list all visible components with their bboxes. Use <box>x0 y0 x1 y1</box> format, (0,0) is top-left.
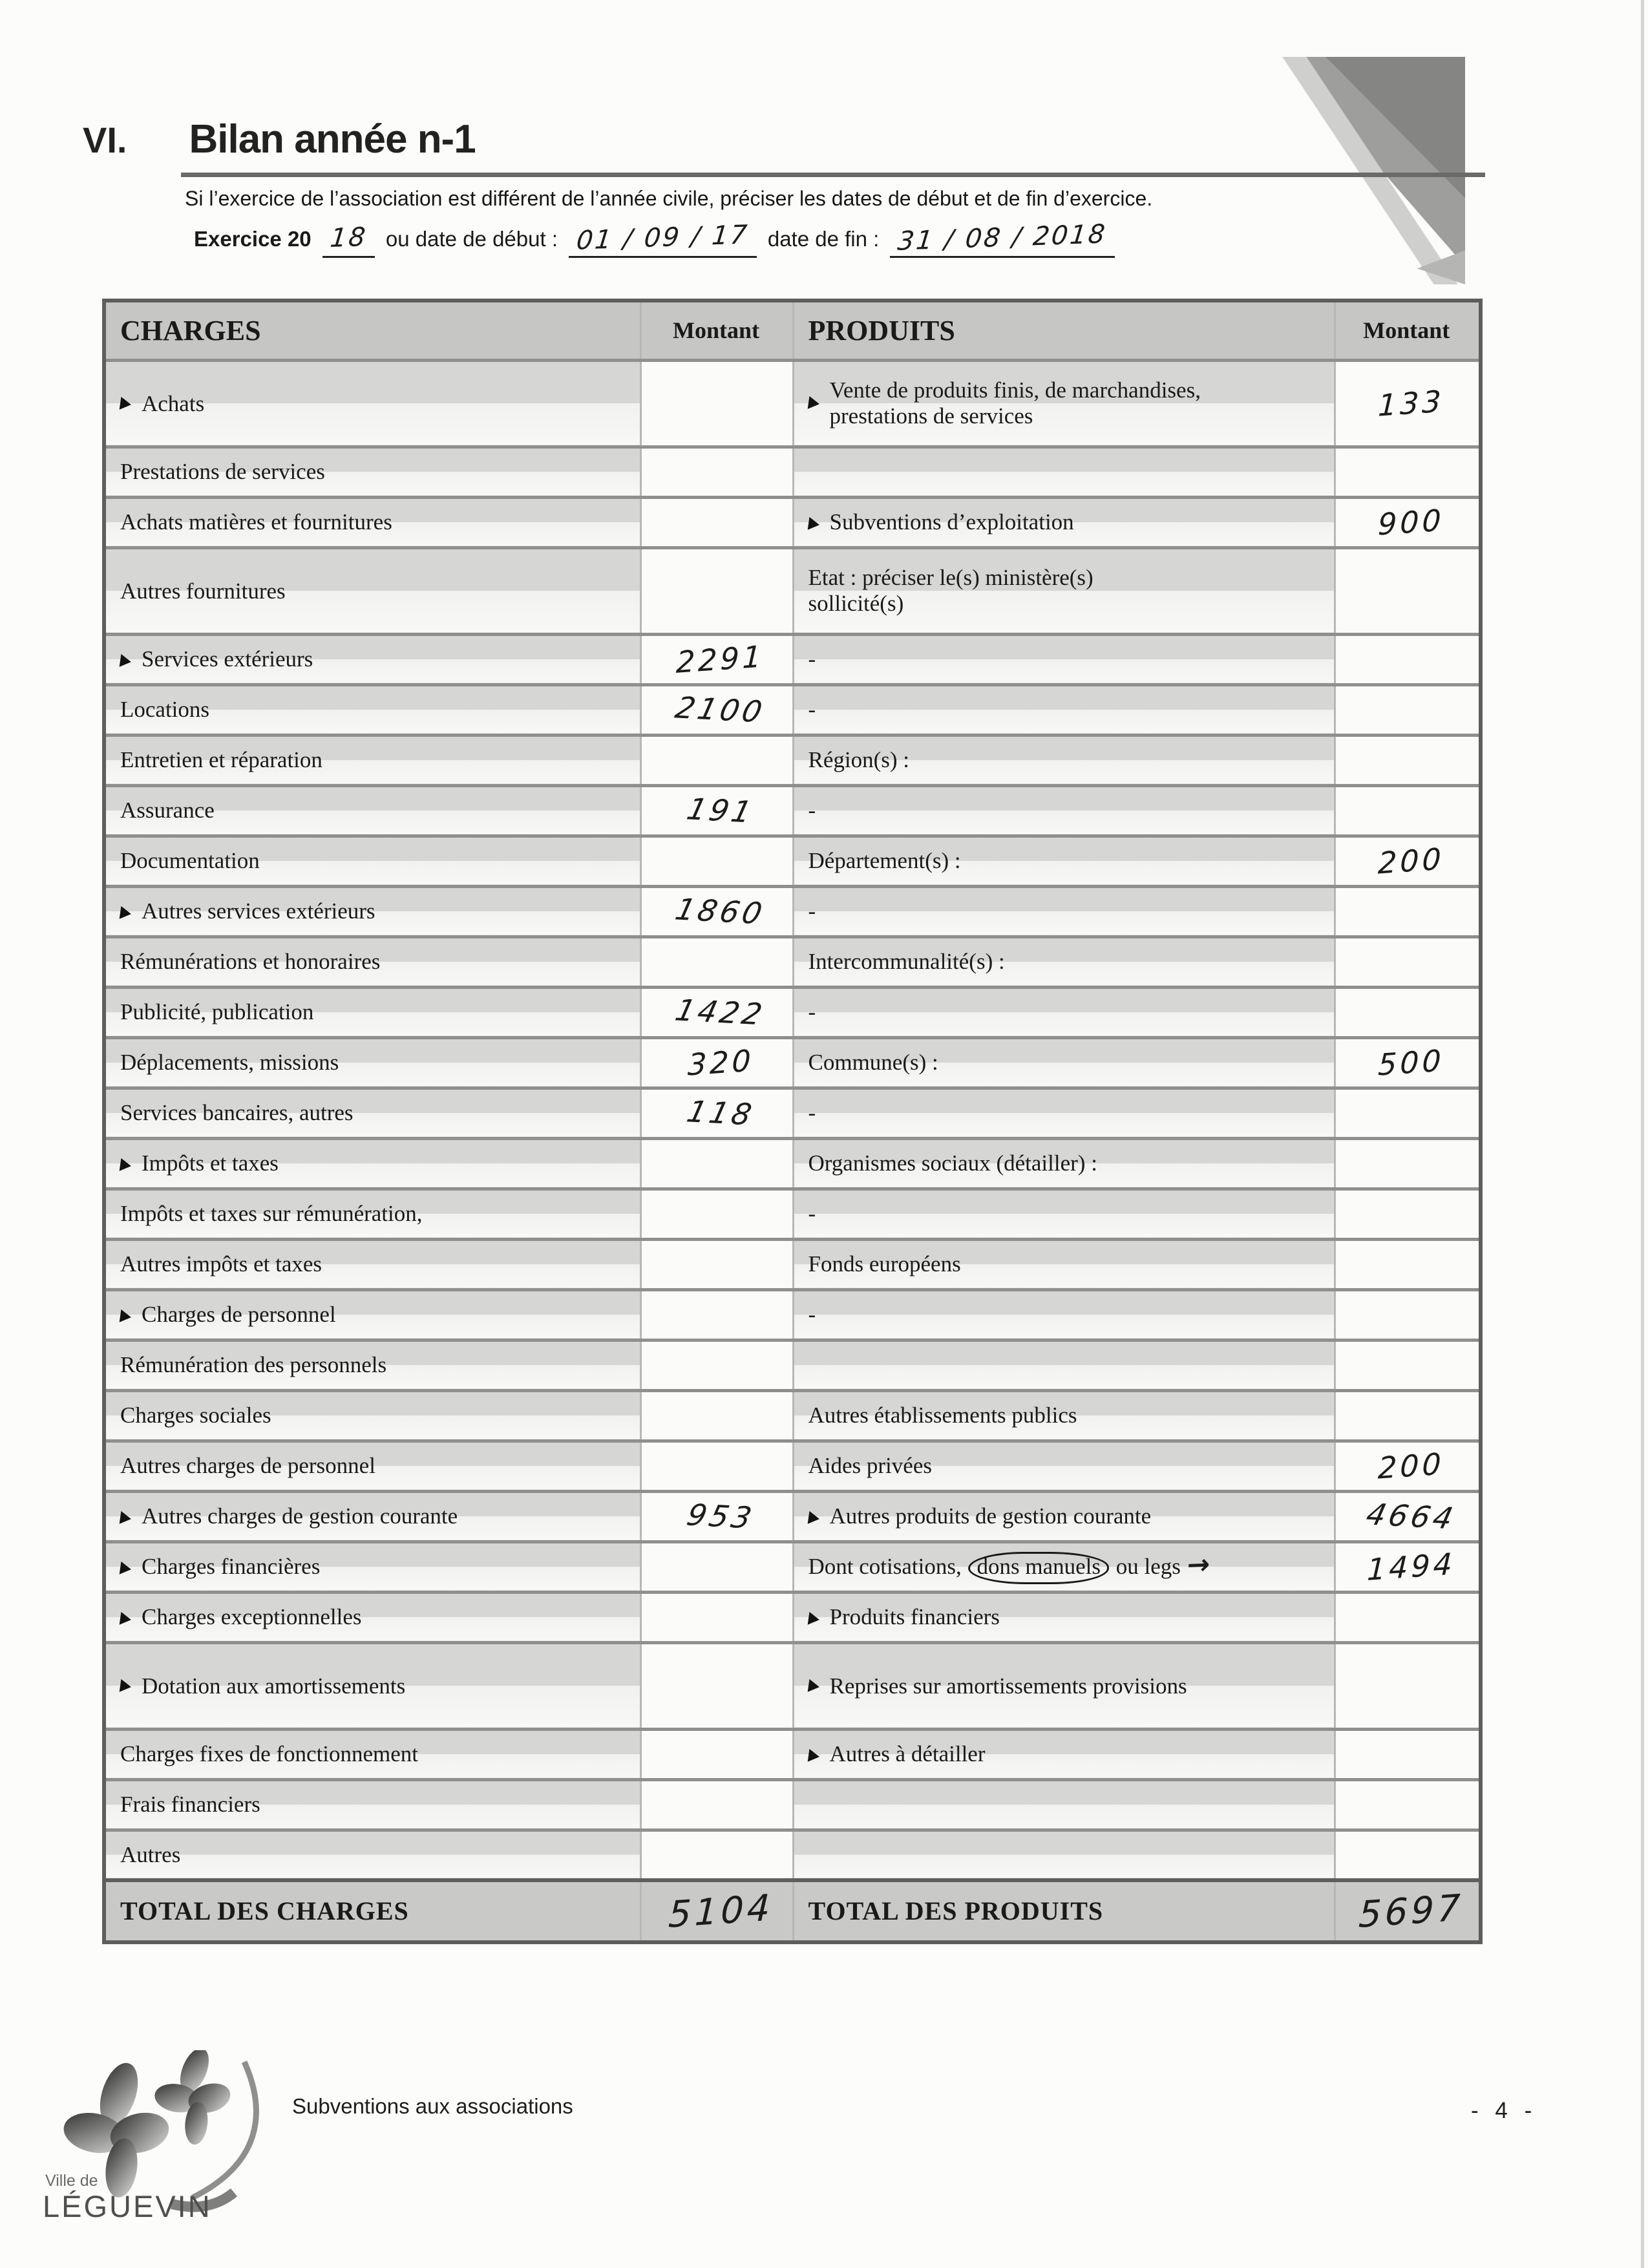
produit-label-cell <box>793 634 1335 684</box>
charge-label-cell <box>104 547 640 634</box>
total-charges-label: TOTAL DES CHARGES <box>104 1880 640 1942</box>
charge-label-cell <box>104 886 640 937</box>
produit-label: Vente de produits finis, de marchandises, prestations de services <box>829 377 1201 429</box>
charge-label-cell <box>104 634 640 684</box>
arrow-bullet-icon <box>120 1679 132 1693</box>
produit-amount-cell <box>1335 447 1481 497</box>
header-montant-charges: Montant <box>640 301 793 360</box>
charge-label-cell <box>104 836 640 886</box>
table-row <box>104 447 1481 497</box>
produit-label: - <box>808 898 816 924</box>
charge-label: Achats <box>142 391 205 417</box>
produit-label: - <box>808 1301 816 1327</box>
table-row <box>104 497 1481 547</box>
produit-amount-cell <box>1335 1138 1481 1189</box>
produit-label: Commune(s) : <box>808 1049 938 1075</box>
produit-label: Organismes sociaux (détailler) : <box>808 1150 1097 1176</box>
charge-amount-cell <box>640 785 793 836</box>
arrow-bullet-icon <box>807 517 820 531</box>
table-row <box>104 1729 1481 1779</box>
arrow-bullet-icon <box>807 396 820 410</box>
produit-amount-cell <box>1335 1542 1481 1592</box>
produit-label-cell <box>793 1138 1335 1189</box>
produit-label: Produits financiers <box>829 1604 1000 1629</box>
handwritten-amount: 200 <box>1377 841 1445 881</box>
table-row <box>104 684 1481 735</box>
handwritten-amount: 191 <box>683 791 758 830</box>
charge-label: Publicité, publication <box>120 999 314 1024</box>
produit-label-cell <box>793 1830 1335 1880</box>
table-row <box>104 1542 1481 1592</box>
table-row <box>104 937 1481 987</box>
handwritten-amount: 953 <box>683 1497 758 1536</box>
produit-label: Dont cotisations, <box>808 1553 967 1579</box>
produit-label-cell <box>793 1642 1335 1729</box>
charge-label: Services bancaires, autres <box>120 1099 354 1125</box>
charge-label: Autres charges de personnel <box>120 1452 375 1478</box>
produit-amount-cell <box>1335 1729 1481 1779</box>
charge-amount-cell <box>640 447 793 497</box>
arrow-bullet-icon <box>120 397 132 411</box>
charge-amount-cell <box>640 1138 793 1189</box>
produit-amount-cell <box>1335 987 1481 1037</box>
produit-label-cell <box>793 1239 1335 1289</box>
charge-amount-cell <box>640 547 793 634</box>
charge-label-cell <box>104 1189 640 1239</box>
charge-label-cell <box>104 1441 640 1491</box>
charge-label-cell <box>104 1037 640 1088</box>
produit-label: - <box>808 1099 816 1125</box>
handwritten-amount: 5697 <box>1358 1886 1464 1936</box>
charge-label-cell <box>104 1491 640 1542</box>
instruction-text: Si l’exercice de l’association est différent de l’année civile, préciser les dates de début et de fin d’exercice. <box>185 187 1153 210</box>
handwritten-amount: 1494 <box>1366 1546 1456 1587</box>
charge-label: Documentation <box>120 847 260 873</box>
handwritten-amount: 900 <box>1377 502 1445 542</box>
handwritten-amount: 133 <box>1377 383 1445 423</box>
charge-label-cell <box>104 1729 640 1779</box>
charge-label: Prestations de services <box>120 458 325 484</box>
produit-amount-cell <box>1335 1491 1481 1542</box>
arrow-bullet-icon <box>120 1612 132 1626</box>
charge-label: Entretien et réparation <box>120 747 322 772</box>
charge-label: Autres charges de gestion courante <box>142 1503 458 1529</box>
produit-label-cell <box>793 684 1335 735</box>
logo-text-small: Ville de <box>45 2172 98 2190</box>
table-row <box>104 1340 1481 1390</box>
produit-label-cell <box>793 1088 1335 1138</box>
charge-label-cell <box>104 1592 640 1642</box>
charge-amount-cell <box>640 1189 793 1239</box>
arrow-bullet-icon <box>807 1679 820 1693</box>
table-row <box>104 1642 1481 1729</box>
produit-amount-cell <box>1335 497 1481 547</box>
charge-label-cell <box>104 1642 640 1729</box>
leguevin-logo <box>43 2050 295 2241</box>
produit-label: Autres produits de gestion courante <box>829 1503 1152 1529</box>
header-produits: PRODUITS <box>793 301 1335 360</box>
table-row <box>104 1239 1481 1289</box>
produit-amount-cell <box>1335 836 1481 886</box>
table-row <box>104 1592 1481 1642</box>
produit-label-cell <box>793 735 1335 785</box>
produit-label: Subventions d’exploitation <box>829 509 1074 535</box>
charge-label-cell <box>104 447 640 497</box>
produit-amount-cell <box>1335 886 1481 937</box>
table-row <box>104 1289 1481 1340</box>
table-row <box>104 1037 1481 1088</box>
produit-label-cell <box>793 1441 1335 1491</box>
charge-amount-cell <box>640 836 793 886</box>
charge-label: Impôts et taxes <box>142 1150 279 1176</box>
exercise-label: Exercice 20 <box>194 227 312 251</box>
charge-label: Charges financières <box>142 1553 321 1579</box>
produit-amount-cell <box>1335 1830 1481 1880</box>
handwritten-date-fin: 31 / 08 / 2018 <box>896 219 1109 257</box>
charge-label-cell <box>104 1138 640 1189</box>
table-header-row <box>104 301 1481 360</box>
produit-amount-cell <box>1335 634 1481 684</box>
produit-amount-cell <box>1335 1088 1481 1138</box>
produit-label: - <box>808 797 816 823</box>
produit-amount-cell <box>1335 1592 1481 1642</box>
charge-amount-cell <box>640 987 793 1037</box>
handwritten-amount: 1422 <box>672 992 769 1032</box>
charge-label: Autres fournitures <box>120 578 286 604</box>
produit-label: - <box>808 696 816 722</box>
produit-label-cell <box>793 1390 1335 1441</box>
table-row <box>104 1779 1481 1830</box>
date-debut-field <box>569 221 757 258</box>
table-row <box>104 735 1481 785</box>
produit-label-cell <box>793 987 1335 1037</box>
handwritten-amount: 5104 <box>667 1886 774 1936</box>
arrow-bullet-icon <box>120 1309 132 1324</box>
section-number: VI. <box>83 120 127 160</box>
page-title: Bilan année n-1 <box>189 117 476 162</box>
charge-amount-cell <box>640 886 793 937</box>
table-row <box>104 1491 1481 1542</box>
scan-edge-shadow <box>1641 0 1644 2268</box>
handwritten-amount: 4664 <box>1362 1496 1459 1536</box>
charge-amount-cell <box>640 1779 793 1830</box>
charge-label-cell <box>104 360 640 447</box>
produit-label-cell <box>793 1592 1335 1642</box>
table-row <box>104 547 1481 634</box>
produit-label-cell <box>793 937 1335 987</box>
handwritten-arrow-icon: → <box>1185 1548 1212 1581</box>
table-row <box>104 1088 1481 1138</box>
produit-label: - <box>808 646 816 672</box>
produit-amount-cell <box>1335 360 1481 447</box>
produit-label-cell <box>793 497 1335 547</box>
total-produits-amount-cell <box>1335 1880 1481 1942</box>
charge-label-cell <box>104 937 640 987</box>
charge-label-cell <box>104 1542 640 1592</box>
produit-label-cell <box>793 1729 1335 1779</box>
charge-label: Services extérieurs <box>142 646 313 672</box>
produit-label: Etat : préciser le(s) ministère(s) sollicité(s) <box>808 564 1093 616</box>
produit-amount-cell <box>1335 735 1481 785</box>
charge-label-cell <box>104 1088 640 1138</box>
charge-label: Assurance <box>120 797 215 823</box>
produit-amount-cell <box>1335 684 1481 735</box>
handwritten-amount: 500 <box>1377 1043 1445 1083</box>
produit-label: - <box>808 999 816 1024</box>
charge-amount-cell <box>640 735 793 785</box>
charge-label: Autres services extérieurs <box>142 898 375 924</box>
charge-amount-cell <box>640 634 793 684</box>
table-row <box>104 360 1481 447</box>
date-debut-label: ou date de début : <box>385 227 558 251</box>
charge-amount-cell <box>640 497 793 547</box>
charge-label-cell <box>104 1289 640 1340</box>
charge-amount-cell <box>640 1592 793 1642</box>
charge-amount-cell <box>640 684 793 735</box>
exercise-year-field <box>322 221 375 258</box>
charge-label: Déplacements, missions <box>120 1049 339 1075</box>
page-number: - 4 - <box>1471 2098 1537 2123</box>
charge-label-cell <box>104 1340 640 1390</box>
circled-annotation: dons manuels <box>968 1552 1109 1584</box>
charge-amount-cell <box>640 1830 793 1880</box>
header-charges: CHARGES <box>104 301 640 360</box>
total-produits-label: TOTAL DES PRODUITS <box>793 1880 1335 1942</box>
produit-amount-cell <box>1335 1037 1481 1088</box>
charge-amount-cell <box>640 1542 793 1592</box>
charge-label-cell <box>104 1390 640 1441</box>
charge-amount-cell <box>640 1088 793 1138</box>
handwritten-amount: 200 <box>1377 1446 1445 1486</box>
charge-label: Rémunération des personnels <box>120 1351 387 1377</box>
footer-title: Subventions aux associations <box>292 2094 573 2118</box>
handwritten-amount: 2100 <box>672 690 769 730</box>
charge-label-cell <box>104 497 640 547</box>
bilan-table <box>102 299 1483 1944</box>
produit-label: Département(s) : <box>808 847 961 873</box>
charge-amount-cell <box>640 1441 793 1491</box>
total-charges-amount-cell <box>640 1880 793 1942</box>
produit-label-cell <box>793 1542 1335 1592</box>
handwritten-date-debut: 01 / 09 / 17 <box>575 220 751 257</box>
logo-text-large: LÉGUEVIN <box>43 2189 212 2223</box>
arrow-bullet-icon <box>807 1511 820 1525</box>
handwritten-year: 18 <box>328 222 369 254</box>
date-fin-field <box>890 221 1114 258</box>
exercise-line <box>194 221 1485 258</box>
title-rule <box>181 173 1485 177</box>
charge-amount-cell <box>640 360 793 447</box>
produit-label-cell <box>793 1779 1335 1830</box>
charge-label-cell <box>104 684 640 735</box>
produit-label: Aides privées <box>808 1452 932 1478</box>
produit-label-cell <box>793 1189 1335 1239</box>
charge-label-cell <box>104 987 640 1037</box>
charge-amount-cell <box>640 1390 793 1441</box>
produit-amount-cell <box>1335 1779 1481 1830</box>
produit-label-cell <box>793 836 1335 886</box>
produit-label: Autres établissements publics <box>808 1402 1077 1428</box>
produit-label: ou legs <box>1110 1553 1181 1579</box>
produit-label-cell <box>793 1340 1335 1390</box>
charge-label: Charges de personnel <box>142 1301 336 1327</box>
handwritten-amount: 2291 <box>675 639 766 680</box>
table-row <box>104 634 1481 684</box>
charge-amount-cell <box>640 1340 793 1390</box>
arrow-bullet-icon <box>120 654 132 668</box>
arrow-bullet-icon <box>120 1511 132 1525</box>
produit-label-cell <box>793 886 1335 937</box>
produit-amount-cell <box>1335 1189 1481 1239</box>
charge-label: Autres <box>120 1841 181 1867</box>
produit-label: Fonds européens <box>808 1251 961 1277</box>
arrow-bullet-icon <box>807 1749 820 1763</box>
date-fin-label: date de fin : <box>767 227 880 251</box>
charge-label: Autres impôts et taxes <box>120 1251 322 1277</box>
produit-label-cell <box>793 1491 1335 1542</box>
charge-label: Charges fixes de fonctionnement <box>120 1741 419 1766</box>
handwritten-amount: 320 <box>686 1043 755 1083</box>
charge-amount-cell <box>640 1037 793 1088</box>
table-row <box>104 1189 1481 1239</box>
charge-label-cell <box>104 1779 640 1830</box>
table-row <box>104 1138 1481 1189</box>
produit-amount-cell <box>1335 547 1481 634</box>
arrow-bullet-icon <box>120 1562 132 1576</box>
charge-label-cell <box>104 785 640 836</box>
charge-amount-cell <box>640 1239 793 1289</box>
charge-amount-cell <box>640 1289 793 1340</box>
table-row <box>104 987 1481 1037</box>
produit-label: Reprises sur amortissements provisions <box>829 1673 1187 1699</box>
arrow-bullet-icon <box>120 1158 132 1172</box>
table-row <box>104 1390 1481 1441</box>
table-row <box>104 1441 1481 1491</box>
charge-label-cell <box>104 735 640 785</box>
produit-label-cell <box>793 1289 1335 1340</box>
produit-label-cell <box>793 1037 1335 1088</box>
produit-amount-cell <box>1335 1239 1481 1289</box>
charge-amount-cell <box>640 937 793 987</box>
document-header <box>83 116 1485 258</box>
total-row <box>104 1880 1481 1942</box>
charge-label: Dotation aux amortissements <box>142 1673 406 1699</box>
charge-label: Charges exceptionnelles <box>142 1604 362 1629</box>
charge-label-cell <box>104 1830 640 1880</box>
produit-label: Région(s) : <box>808 747 910 772</box>
produit-amount-cell <box>1335 1441 1481 1491</box>
table-row <box>104 836 1481 886</box>
charge-label: Impôts et taxes sur rémunération, <box>120 1200 423 1226</box>
produit-amount-cell <box>1335 1289 1481 1340</box>
produit-amount-cell <box>1335 1390 1481 1441</box>
arrow-bullet-icon <box>807 1612 820 1626</box>
produit-label: Autres à détailler <box>829 1741 986 1766</box>
produit-amount-cell <box>1335 785 1481 836</box>
charge-label: Achats matières et fournitures <box>120 509 392 535</box>
charge-label: Rémunérations et honoraires <box>120 948 381 974</box>
arrow-bullet-icon <box>120 906 132 920</box>
header-montant-produits: Montant <box>1335 301 1481 360</box>
charge-amount-cell <box>640 1642 793 1729</box>
handwritten-amount: 118 <box>683 1094 758 1132</box>
produit-label-cell <box>793 547 1335 634</box>
produit-amount-cell <box>1335 937 1481 987</box>
charge-label: Frais financiers <box>120 1791 260 1817</box>
produit-label-cell <box>793 447 1335 497</box>
produit-label: - <box>808 1200 816 1226</box>
produit-amount-cell <box>1335 1642 1481 1729</box>
charge-label-cell <box>104 1239 640 1289</box>
produit-label-cell <box>793 360 1335 447</box>
produit-amount-cell <box>1335 1340 1481 1390</box>
charge-amount-cell <box>640 1729 793 1779</box>
charge-label: Charges sociales <box>120 1402 271 1428</box>
table-row <box>104 785 1481 836</box>
charge-label: Locations <box>120 696 210 722</box>
charge-amount-cell <box>640 1491 793 1542</box>
produit-label-cell <box>793 785 1335 836</box>
table-row <box>104 886 1481 937</box>
table-row <box>104 1830 1481 1880</box>
handwritten-amount: 1860 <box>672 891 769 931</box>
produit-label: Intercommunalité(s) : <box>808 948 1005 974</box>
